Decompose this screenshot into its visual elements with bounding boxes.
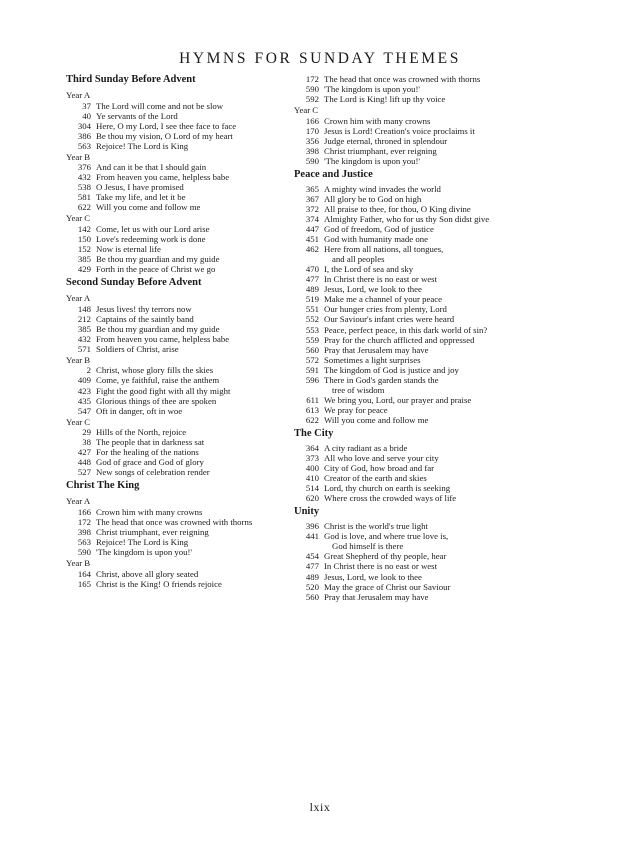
- year-label: Year B: [66, 151, 91, 162]
- hymn-title: A mighty wind invades the world: [324, 183, 441, 194]
- hymn-title: A city radiant as a bride: [324, 443, 408, 453]
- hymn-number: 385: [77, 254, 91, 265]
- hymn-entry: [66, 365, 288, 375]
- hymn-entry: [66, 517, 288, 527]
- hymn-number: 551: [305, 304, 319, 315]
- year-group: [66, 496, 288, 557]
- hymn-number: 165: [77, 578, 91, 589]
- hymn-number: 441: [305, 531, 319, 542]
- hymn-number: 547: [77, 405, 91, 416]
- year-label: Year C: [66, 416, 91, 427]
- hymn-entry: [66, 304, 288, 314]
- hymn-number: 590: [305, 155, 319, 166]
- hymn-entry: [66, 569, 288, 579]
- hymn-number: 571: [77, 343, 91, 354]
- hymn-entry: [66, 547, 288, 557]
- hymn-entry: [294, 244, 524, 254]
- hymn-title: Hills of the North, rejoice: [96, 427, 187, 438]
- hymn-title: Ye servants of the Lord: [96, 110, 178, 121]
- hymn-title-continuation: God himself is there: [332, 541, 404, 552]
- hymn-entry: [66, 121, 288, 131]
- hymn-number: 620: [305, 493, 319, 504]
- section-heading: Peace and Justice: [294, 168, 373, 180]
- hymn-entry: [294, 304, 524, 314]
- hymn-entry: [294, 483, 524, 493]
- hymn-number: 552: [305, 314, 319, 325]
- hymn-title: We bring you, Lord, our prayer and praise: [324, 394, 472, 405]
- hymn-title: 'The kingdom is upon you!': [324, 155, 420, 166]
- hymn-number: 591: [305, 364, 319, 375]
- year-group: [66, 213, 288, 274]
- year-group: [294, 105, 524, 166]
- hymn-number: 622: [305, 414, 319, 425]
- hymn-number: 304: [77, 120, 91, 131]
- hymn-number: 553: [305, 324, 319, 335]
- hymn-number: 448: [77, 457, 91, 468]
- hymn-title: All glory be to God on high: [324, 193, 422, 204]
- hymn-title: Rejoice! The Lord is King: [96, 537, 189, 548]
- hymn-entry: [294, 582, 524, 592]
- hymn-title: 'The kingdom is upon you!': [324, 84, 420, 95]
- hymn-title: Christ triumphant, ever reigning: [324, 145, 437, 156]
- hymn-title: Come, ye faithful, raise the anthem: [96, 375, 220, 386]
- hymn-number: 166: [305, 115, 319, 126]
- hymn-entry: [294, 405, 524, 415]
- hymn-title: Soldiers of Christ, arise: [96, 343, 179, 354]
- section-heading: Third Sunday Before Advent: [66, 74, 196, 85]
- hymn-number: 386: [77, 130, 91, 141]
- page-title: HYMNS FOR SUNDAY THEMES: [179, 50, 461, 67]
- hymn-number: 596: [305, 374, 319, 385]
- hymn-entry: [66, 162, 288, 172]
- hymn-number: 400: [305, 463, 319, 474]
- hymn-section: [294, 503, 524, 601]
- hymn-number: 372: [305, 203, 319, 214]
- hymn-section: [294, 425, 524, 503]
- hymn-number: 164: [77, 568, 91, 579]
- hymn-entry: [294, 493, 524, 503]
- hymn-number: 477: [305, 274, 319, 285]
- hymn-number: 590: [305, 84, 319, 95]
- hymn-entry: [294, 561, 524, 571]
- hymn-entry: [66, 447, 288, 457]
- hymn-title: The head that once was crowned with thorns: [96, 516, 253, 527]
- hymn-number: 166: [77, 506, 91, 517]
- hymn-entry: [294, 335, 524, 345]
- hymn-title: Oft in danger, oft in woe: [96, 405, 183, 416]
- hymn-number: 489: [305, 284, 319, 295]
- hymn-title: All who love and serve your city: [324, 453, 439, 464]
- hymn-title: Be thou my guardian and my guide: [96, 254, 220, 265]
- year-label: Year A: [66, 293, 91, 304]
- hymn-number: 376: [77, 162, 91, 173]
- hymn-title: Jesus is Lord! Creation's voice proclaims it: [324, 125, 475, 136]
- hymn-entry: [66, 182, 288, 192]
- hymn-entry: [294, 234, 524, 244]
- hymn-number: 2: [86, 365, 91, 376]
- year-group: [294, 184, 524, 425]
- hymn-title: I, the Lord of sea and sky: [324, 264, 414, 275]
- hymn-title: God of grace and God of glory: [96, 457, 204, 468]
- hymn-entry: [294, 415, 524, 425]
- hymn-title: God of freedom, God of justice: [324, 224, 434, 235]
- hymn-entry: [66, 437, 288, 447]
- hymn-title: Jesus, Lord, we look to thee: [324, 284, 422, 295]
- hymn-title: Make me a channel of your peace: [324, 294, 443, 305]
- hymn-title-continuation: and all peoples: [332, 254, 385, 265]
- hymn-number: 592: [305, 94, 319, 105]
- hymn-title: Christ is the world's true light: [324, 521, 428, 532]
- hymn-title: The Lord is King! lift up thy voice: [324, 94, 446, 105]
- year-group: [66, 293, 288, 354]
- hymn-number: 150: [77, 234, 91, 245]
- hymn-entry: [294, 264, 524, 274]
- hymn-number: 432: [77, 333, 91, 344]
- hymn-title: The head that once was crowned with thorns: [324, 74, 481, 84]
- hymn-number: 519: [305, 294, 319, 305]
- hymn-entry: [66, 375, 288, 385]
- hymn-entry: [66, 386, 288, 396]
- hymn-number: 514: [305, 483, 319, 494]
- hymn-entry: [294, 84, 524, 94]
- hymn-entry: [294, 592, 524, 602]
- year-group: [66, 355, 288, 416]
- hymn-entry: [66, 344, 288, 354]
- section-heading: Second Sunday Before Advent: [66, 277, 202, 289]
- year-group: [294, 74, 524, 104]
- hymn-number: 38: [82, 437, 91, 448]
- hymn-number: 611: [306, 394, 319, 405]
- hymn-title: Glorious things of thee are spoken: [96, 395, 217, 406]
- hymn-entry: [294, 531, 524, 541]
- hymn-title: And can it be that I should gain: [96, 162, 207, 173]
- hymn-title: Where cross the crowded ways of life: [324, 493, 457, 504]
- hymn-entry: [294, 463, 524, 473]
- hymn-entry: [66, 396, 288, 406]
- year-group: [66, 417, 288, 478]
- year-label: Year C: [294, 105, 319, 116]
- hymn-section: [294, 74, 524, 166]
- hymn-number: 429: [77, 264, 91, 275]
- hymn-entry: [66, 507, 288, 517]
- hymn-number: 398: [77, 527, 91, 537]
- year-label: Year B: [66, 558, 91, 569]
- hymn-number: 367: [305, 193, 319, 204]
- hymn-number: 40: [82, 110, 91, 121]
- hymn-entry: [66, 334, 288, 344]
- hymn-number: 538: [77, 182, 91, 193]
- hymn-number: 590: [77, 547, 91, 558]
- hymn-title: The Lord will come and not be slow: [96, 100, 224, 111]
- hymn-number: 374: [305, 214, 319, 225]
- hymn-entry: [294, 136, 524, 146]
- hymn-entry: [294, 116, 524, 126]
- hymn-title: In Christ there is no east or west: [324, 274, 437, 285]
- hymn-number: 622: [77, 202, 91, 213]
- hymn-title: Christ, above all glory seated: [96, 568, 199, 579]
- hymn-title: Lord, thy church on earth is seeking: [324, 483, 451, 494]
- hymn-entry: [294, 473, 524, 483]
- hymn-title: For the healing of the nations: [96, 447, 199, 458]
- hymn-title: Rejoice! The Lord is King: [96, 140, 189, 151]
- hymn-entry: [66, 131, 288, 141]
- hymn-entry: [294, 126, 524, 136]
- hymn-section: [66, 274, 288, 477]
- hymn-entry: [294, 395, 524, 405]
- hymn-entry: [294, 94, 524, 104]
- hymn-number: 563: [77, 537, 91, 548]
- year-label: Year A: [66, 90, 91, 100]
- year-group: [294, 443, 524, 503]
- hymn-entry: [66, 224, 288, 234]
- hymn-number: 559: [305, 334, 319, 345]
- hymn-entry: [294, 274, 524, 284]
- hymn-number: 172: [305, 74, 319, 84]
- hymn-number: 142: [77, 223, 91, 234]
- left-column: [66, 74, 288, 589]
- hymn-entry: [66, 457, 288, 467]
- hymn-title: May the grace of Christ our Saviour: [324, 581, 451, 592]
- year-label: Year B: [66, 354, 91, 365]
- hymn-title: There in God's garden stands the: [324, 374, 439, 385]
- hymn-number: 172: [77, 516, 91, 527]
- hymn-entry: [66, 406, 288, 416]
- hymn-number: 29: [82, 427, 91, 438]
- hymn-entry: [294, 551, 524, 561]
- hymn-title: Here, O my Lord, I see thee face to face: [96, 120, 237, 131]
- section-heading: Christ The King: [66, 480, 140, 492]
- year-label: Year A: [66, 496, 91, 507]
- hymn-number: 423: [77, 385, 91, 396]
- right-column: [294, 74, 524, 602]
- hymn-title: Love's redeeming work is done: [96, 234, 206, 245]
- hymn-number: 364: [305, 443, 319, 453]
- hymn-entry: [66, 314, 288, 324]
- hymn-number: 454: [305, 551, 319, 562]
- year-group: [294, 521, 524, 601]
- hymn-title: Forth in the peace of Christ we go: [96, 264, 216, 275]
- hymn-number: 432: [77, 172, 91, 183]
- hymn-title: Captains of the saintly band: [96, 313, 194, 324]
- hymn-number: 563: [77, 140, 91, 151]
- hymn-title: Take my life, and let it be: [96, 192, 186, 203]
- hymn-number: 152: [77, 244, 91, 255]
- hymn-title: O Jesus, I have promised: [96, 182, 184, 193]
- hymn-entry: [294, 375, 524, 385]
- hymn-entry: [294, 521, 524, 531]
- hymn-entry: [294, 74, 524, 84]
- hymn-entry: [294, 156, 524, 166]
- hymn-entry: [294, 325, 524, 335]
- hymn-title: The kingdom of God is justice and joy: [324, 364, 459, 375]
- hymn-entry: [294, 572, 524, 582]
- hymn-title: Our hunger cries from plenty, Lord: [324, 304, 447, 315]
- hymn-entry: [294, 146, 524, 156]
- hymn-title: New songs of celebration render: [96, 467, 210, 478]
- hymn-title: Crown him with many crowns: [324, 115, 431, 126]
- hymn-number: 365: [305, 183, 319, 194]
- hymn-title: Christ is the King! O friends rejoice: [96, 578, 222, 589]
- hymn-title: Will you come and follow me: [96, 202, 201, 213]
- hymn-entry: [66, 537, 288, 547]
- hymn-title: Christ, whose glory fills the skies: [96, 365, 214, 376]
- hymn-title: Judge eternal, throned in splendour: [324, 135, 448, 146]
- hymn-entry: [66, 202, 288, 212]
- hymn-title: All praise to thee, for thou, O King divine: [324, 203, 471, 214]
- hymn-entry: [294, 294, 524, 304]
- hymn-number: 447: [305, 224, 319, 235]
- hymn-entry: [66, 111, 288, 121]
- section-heading: Unity: [294, 506, 320, 518]
- hymn-title: Jesus, Lord, we look to thee: [324, 571, 422, 582]
- hymn-number: 527: [77, 467, 91, 478]
- hymn-title: Come, let us with our Lord arise: [96, 223, 210, 234]
- hymn-entry: [294, 204, 524, 214]
- hymn-title: Creator of the earth and skies: [324, 473, 427, 484]
- hymn-number: 385: [77, 323, 91, 334]
- hymn-section: [294, 166, 524, 425]
- hymn-entry: [66, 324, 288, 334]
- hymn-number: 398: [305, 145, 319, 156]
- hymn-entry: [294, 224, 524, 234]
- hymn-number: 373: [305, 453, 319, 464]
- hymn-title: Pray that Jerusalem may have: [324, 591, 429, 602]
- hymn-entry: [294, 453, 524, 463]
- hymn-title: Our Saviour's infant cries were heard: [324, 314, 455, 325]
- hymn-section: [66, 74, 288, 274]
- year-group: [66, 152, 288, 213]
- hymn-title: Jesus lives! thy terrors now: [96, 303, 192, 314]
- hymn-entry: [66, 254, 288, 264]
- hymn-number: 170: [305, 125, 319, 136]
- hymn-entry: [294, 214, 524, 224]
- hymn-title: Christ triumphant, ever reigning: [96, 527, 209, 537]
- hymn-title: Pray for the church afflicted and oppressed: [324, 334, 475, 345]
- hymn-entry: [66, 234, 288, 244]
- hymn-title: In Christ there is no east or west: [324, 561, 437, 572]
- hymn-entry: [66, 427, 288, 437]
- hymn-number: 451: [305, 234, 319, 245]
- hymn-title: From heaven you came, helpless babe: [96, 172, 230, 183]
- hymn-number: 462: [305, 244, 319, 255]
- hymn-entry: [294, 355, 524, 365]
- hymn-entry: [294, 443, 524, 453]
- hymn-entry: [294, 184, 524, 194]
- hymn-entry: [294, 284, 524, 294]
- hymn-entry: [66, 527, 288, 537]
- hymn-number: 470: [305, 264, 319, 275]
- hymn-number: 410: [305, 473, 319, 484]
- hymn-number: 572: [305, 354, 319, 365]
- hymn-entry: [294, 345, 524, 355]
- hymn-entry: [294, 194, 524, 204]
- hymn-title: Almighty Father, who for us thy Son didst give: [324, 214, 490, 225]
- hymn-number: 613: [305, 404, 319, 415]
- hymn-number: 520: [305, 581, 319, 592]
- hymn-number: 212: [77, 313, 91, 324]
- hymn-entry: [294, 314, 524, 324]
- hymn-title: City of God, how broad and far: [324, 463, 435, 474]
- hymn-title: Will you come and follow me: [324, 414, 429, 425]
- hymn-entry: [66, 141, 288, 151]
- hymn-number: 356: [305, 135, 319, 146]
- hymn-entry: [66, 244, 288, 254]
- hymn-number: 37: [82, 100, 91, 111]
- hymn-title: Pray that Jerusalem may have: [324, 344, 429, 355]
- hymn-title: Crown him with many crowns: [96, 506, 203, 517]
- hymn-entry: [66, 467, 288, 477]
- hymn-title: God with humanity made one: [324, 234, 429, 245]
- hymn-number: 560: [305, 344, 319, 355]
- hymn-entry: [66, 101, 288, 111]
- hymn-title: Now is eternal life: [96, 244, 161, 255]
- hymn-title: Fight the good fight with all thy might: [96, 385, 231, 396]
- hymn-entry: [66, 192, 288, 202]
- year-label: Year C: [66, 213, 91, 224]
- hymn-title-continuation: tree of wisdom: [332, 384, 385, 395]
- hymn-entry: [66, 579, 288, 589]
- hymn-title: Be thou my guardian and my guide: [96, 323, 220, 334]
- hymn-number: 560: [305, 591, 319, 602]
- year-group: [66, 558, 288, 589]
- hymn-number: 148: [77, 303, 91, 314]
- hymn-title: God is love, and where true love is,: [324, 531, 449, 542]
- year-group: [66, 90, 288, 151]
- hymn-entry: [294, 365, 524, 375]
- hymn-title: Great Shepherd of thy people, hear: [324, 551, 447, 562]
- hymn-title: From heaven you came, helpless babe: [96, 333, 230, 344]
- hymn-entry: [66, 172, 288, 182]
- hymn-title: Be thou my vision, O Lord of my heart: [96, 130, 233, 141]
- hymn-title: Here from all nations, all tongues,: [324, 244, 444, 255]
- hymn-section: [66, 477, 288, 588]
- hymn-title: 'The kingdom is upon you!': [96, 547, 192, 558]
- hymn-number: 581: [77, 192, 91, 203]
- hymn-number: 427: [77, 447, 91, 458]
- hymn-title: Peace, perfect peace, in this dark world of sin?: [324, 324, 488, 335]
- hymn-title: We pray for peace: [324, 404, 388, 415]
- section-heading: The City: [294, 428, 334, 439]
- hymn-title: The people that in darkness sat: [96, 437, 205, 448]
- hymn-entry: [66, 264, 288, 274]
- hymn-number: 477: [305, 561, 319, 572]
- hymn-number: 435: [77, 395, 91, 406]
- hymn-number: 489: [305, 571, 319, 582]
- hymn-number: 396: [305, 521, 319, 532]
- hymn-title: Sometimes a light surprises: [324, 354, 421, 365]
- hymn-number: 409: [77, 375, 91, 386]
- page-number: lxix: [309, 800, 331, 814]
